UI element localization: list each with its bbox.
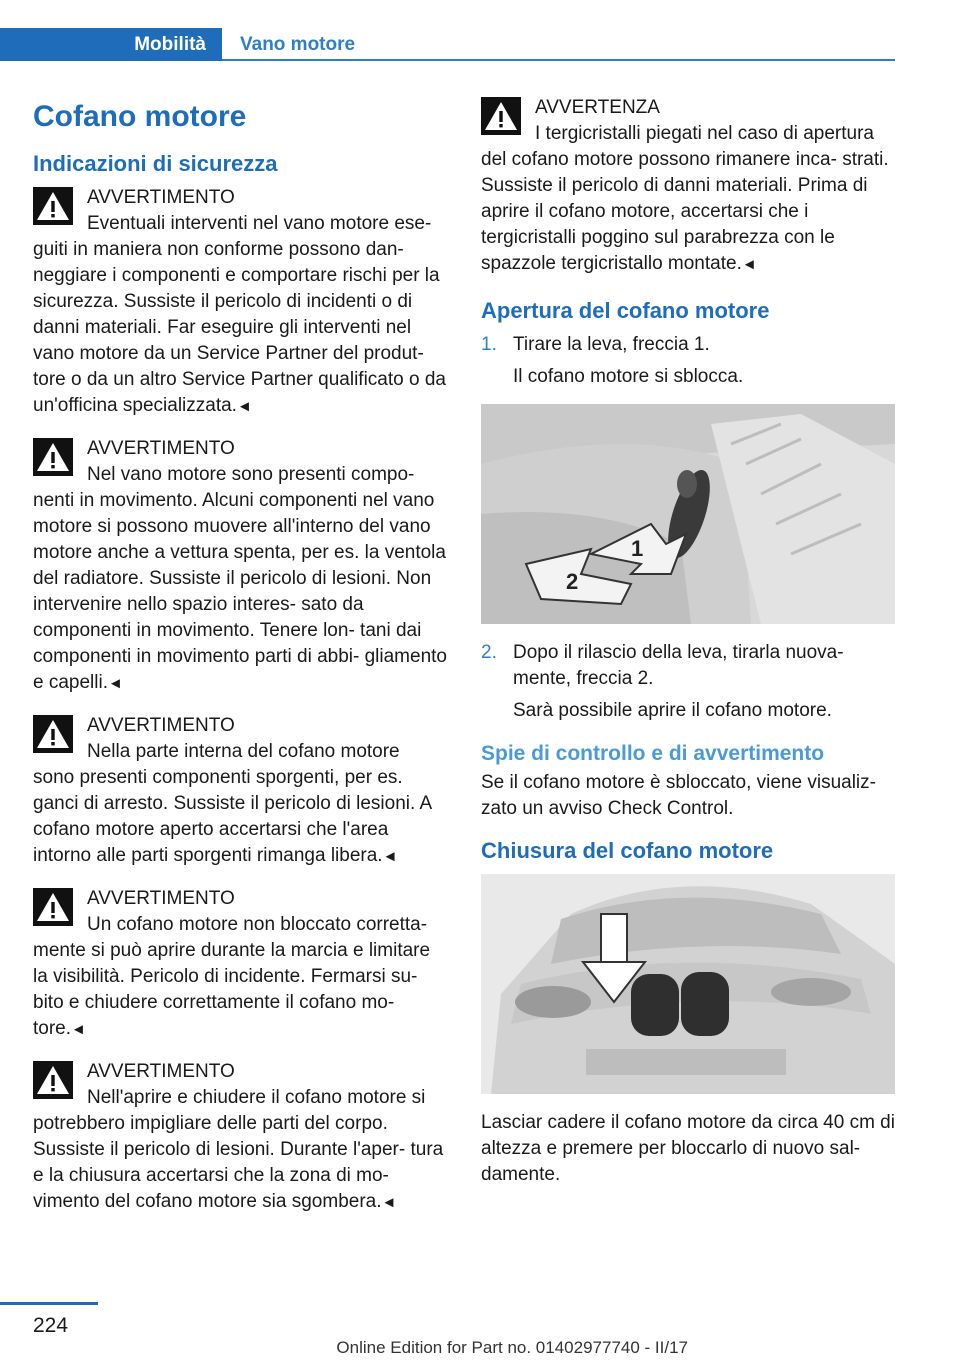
- warning-block: [33, 713, 448, 870]
- warning-lamps-text: Se il cofano motore è sbloccato, viene visualiz‐ zato un avviso Check Control.: [481, 772, 876, 819]
- header-rule: [222, 59, 895, 61]
- warning-title: AVVERTIMENTO: [87, 1061, 235, 1082]
- end-mark-icon: ◄: [236, 398, 252, 415]
- section-tab: Mobilità: [0, 28, 222, 61]
- warning-header: [33, 1059, 448, 1111]
- warning-text-first: Nella parte interna del cofano motore: [87, 741, 400, 762]
- closing-text: Lasciar cadere il cofano motore da circa 40 cm di altezza e premere per bloccarlo di nuovo sal‐ damente.: [481, 1112, 895, 1185]
- warning-text-first: Eventuali interventi nel vano motore ese‐: [87, 213, 432, 234]
- arrow-label-1: 1: [631, 536, 644, 561]
- arrow-label-2: 2: [566, 569, 579, 594]
- warning-header: [481, 95, 896, 147]
- warning-text-rest: del cofano motore possono rimanere inca‐ strati. Sussiste il pericolo di danni materiali. Prima di aprire il cofano motore, accertarsi che i tergicristalli poggino sul parabrezza con le spazzole tergicristallo montate.: [481, 149, 889, 274]
- warning-header: [33, 886, 448, 938]
- warning-block: [481, 95, 896, 278]
- opening-steps-continued: [481, 640, 896, 724]
- opening-steps: [481, 332, 896, 390]
- warning-text-rest: mente si può aprire durante la marcia e limitare la visibilità. Pericolo di incidente. Fermarsi su‐ bito e chiudere correttamente il cofano mo‐ tore.: [33, 940, 431, 1039]
- end-mark-icon: ◄: [741, 256, 757, 273]
- warning-block: [33, 1059, 448, 1216]
- warning-triangle-icon: [33, 1061, 73, 1099]
- warning-block: [33, 886, 448, 1043]
- section-heading-warning-lamps: Spie di controllo e di avvertimento: [481, 742, 825, 765]
- page-header: [0, 28, 895, 62]
- warning-title: AVVERTIMENTO: [87, 888, 235, 909]
- step-text: Dopo il rilascio della leva, tirarla nuova‐ mente, freccia 2.: [513, 642, 844, 689]
- step-number: 1.: [481, 334, 497, 355]
- section-heading-closing: Chiusura del cofano motore: [481, 838, 774, 863]
- warning-text-rest: guiti in maniera non conforme possono dan‐ neggiare i componenti e comportare rischi per la sicurezza. Sussiste il pericolo di incidenti o di danni materiali. Far eseguire gli interventi nel vano motore da un Service Partner del produt‐ tore o da un altro Service Partner qualificato o da un'officina specializzata.: [33, 239, 446, 416]
- step-number: 2.: [481, 642, 497, 663]
- footer-rule: [0, 1302, 98, 1305]
- end-mark-icon: ◄: [381, 1194, 397, 1211]
- edition-note: Online Edition for Part no. 01402977740 - II/17: [336, 1338, 688, 1357]
- warning-text: [33, 938, 448, 1043]
- warning-text: [33, 765, 448, 870]
- warning-title: AVVERTIMENTO: [87, 187, 235, 208]
- warning-text: [481, 147, 896, 278]
- warning-triangle-icon: [481, 97, 521, 135]
- warning-triangle-icon: [33, 187, 73, 225]
- warning-header: [33, 713, 448, 765]
- subsection-tab: Vano motore: [240, 33, 356, 55]
- warning-header: [33, 436, 448, 488]
- warning-text-rest: sono presenti componenti sporgenti, per es. ganci di arresto. Sussiste il pericolo di lesioni. A cofano motore aperto accertarsi che l'area intorno alle parti sporgenti rimanga libera.: [33, 767, 432, 866]
- step-result: Sarà possibile aprire il cofano motore.: [513, 700, 832, 721]
- left-column: [33, 95, 448, 1232]
- step-item: [481, 640, 896, 724]
- warning-triangle-icon: [33, 438, 73, 476]
- warning-title: AVVERTIMENTO: [87, 715, 235, 736]
- hood-release-lever-illustration: [481, 404, 895, 624]
- warning-text-rest: nenti in movimento. Alcuni componenti nel vano motore si possono muovere all'interno del vano motore anche a vettura spenta, per es. la ventola del radiatore. Sussiste il pericolo di lesioni. Non intervenire nello spazio interes‐ sato da componenti in movimento. Tenere lon‐ tani dai componenti in movimento parti di abbi‐ gliamento e capelli.: [33, 490, 447, 693]
- warning-triangle-icon: [33, 715, 73, 753]
- step-text: Tirare la leva, freccia 1.: [513, 334, 710, 355]
- section-heading-safety: Indicazioni di sicurezza: [33, 151, 278, 176]
- right-column: [481, 95, 896, 1198]
- warning-text-first: I tergicristalli piegati nel caso di apertura: [535, 123, 875, 144]
- warning-title: AVVERTIMENTO: [87, 438, 235, 459]
- warning-text: [33, 1111, 448, 1216]
- end-mark-icon: ◄: [382, 848, 398, 865]
- step-item: [481, 332, 896, 390]
- section-heading-opening: Apertura del cofano motore: [481, 298, 770, 323]
- warning-text-first: Nel vano motore sono presenti compo‐: [87, 464, 415, 485]
- warning-text-rest: potrebbero impigliare delle parti del corpo. Sussiste il pericolo di lesioni. Durante l'aper‐ tura e la chiusura accertarsi che la zona di mo‐ vimento del cofano motore sia sgombera.: [33, 1113, 444, 1212]
- warning-triangle-icon: [33, 888, 73, 926]
- warning-text-first: Un cofano motore non bloccato corretta‐: [87, 914, 428, 935]
- warning-block: [33, 185, 448, 420]
- car-hood-closing-illustration: [481, 874, 895, 1094]
- warning-text: [33, 488, 448, 697]
- warning-block: [33, 436, 448, 697]
- warning-text-first: Nell'aprire e chiudere il cofano motore si: [87, 1087, 426, 1108]
- end-mark-icon: ◄: [108, 675, 123, 692]
- warning-header: [33, 185, 448, 237]
- end-mark-icon: ◄: [71, 1021, 86, 1038]
- step-result: Il cofano motore si sblocca.: [513, 366, 744, 387]
- warning-title: AVVERTENZA: [535, 97, 660, 118]
- page-title: Cofano motore: [33, 100, 247, 133]
- warning-text: [33, 237, 448, 420]
- page-number: 224: [33, 1314, 69, 1337]
